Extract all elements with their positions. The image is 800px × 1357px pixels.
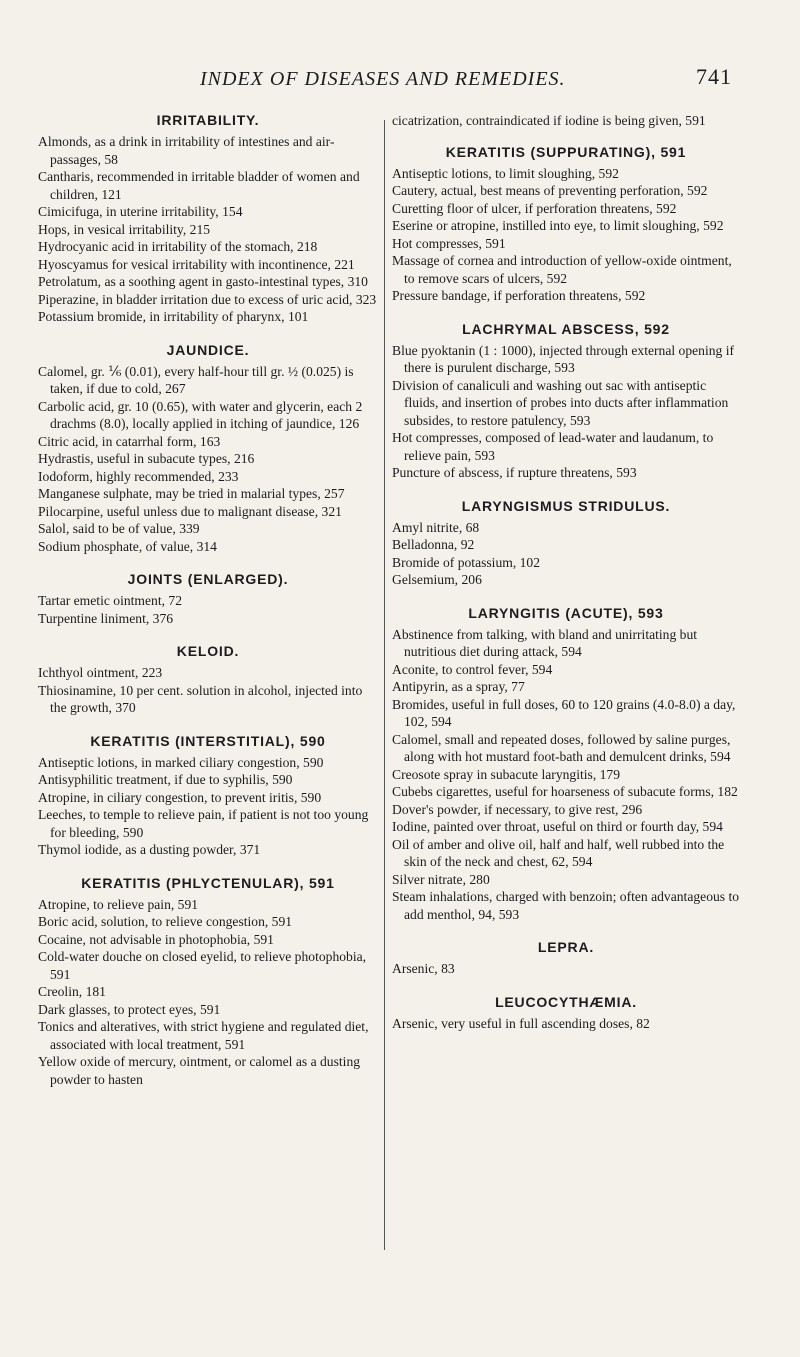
index-section [392,939,740,978]
index-entry: Leeches, to temple to relieve pain, if patient is not too young for bleeding, 590 [38,807,369,840]
section-heading: JOINTS (ENLARGED). [127,571,289,587]
index-entry: Bromides, useful in full doses, 60 to 120 grains (4.0-8.0) a day, 102, 594 [392,696,736,729]
index-entry: Curetting floor of ulcer, if perforation threatens, 592 [392,200,677,216]
index-entry: Cautery, actual, best means of preventing perforation, 592 [392,183,708,198]
continued-entry: cicatrization, contraindicated if iodine is being given, 591 [392,113,706,128]
index-entry: Cold-water douche on closed eyelid, to relieve photophobia, 591 [38,949,367,982]
index-section [38,643,378,717]
index-section [392,605,740,924]
index-section [392,498,740,589]
index-entry: Petrolatum, as a soothing agent in gasto-intestinal types, 310 [38,274,368,289]
index-entry: Antiseptic lotions, in marked ciliary congestion, 590 [38,754,324,770]
index-entry: Yellow oxide of mercury, ointment, or calomel as a dusting powder to hasten [38,1054,361,1087]
index-entry: Hydrastis, useful in subacute types, 216 [38,451,255,466]
index-entry: Calomel, small and repeated doses, followed by saline purges, along with hot mustard foot-bath and demulcent drinks, 594 [392,731,731,764]
index-section [38,571,378,627]
index-entry: Cantharis, recommended in irritable bladder of women and children, 121 [38,169,360,202]
index-entry: Iodine, painted over throat, useful on third or fourth day, 594 [392,819,723,834]
index-entry: Tonics and alteratives, with strict hygiene and regulated diet, associated with local treatment, 591 [38,1019,369,1052]
index-section [392,144,740,305]
index-entry: Puncture of abscess, if rupture threatens, 593 [392,465,637,480]
index-entry: Turpentine liniment, 376 [38,610,174,626]
index-section [38,875,378,1089]
index-entry: Dark glasses, to protect eyes, 591 [38,1001,221,1017]
index-entry: Division of canaliculi and washing out sac with antiseptic fluids, and insertion of probes into ducts after inflammation subsides, to restore patulency, 593 [392,377,729,428]
section-heading: LARYNGISMUS STRIDULUS. [461,497,671,514]
index-entry: Silver nitrate, 280 [392,871,490,887]
right-column [392,112,740,1048]
index-entry: Potassium bromide, in irritability of pharynx, 101 [38,309,309,324]
index-entry: Pilocarpine, useful unless due to malignant disease, 321 [38,503,342,519]
section-heading: LEUCOCYTHÆMIA. [495,993,637,1010]
page-number: 741 [696,64,732,89]
index-entry: Hyoscyamus for vesical irritability with incontinence, 221 [38,256,355,272]
index-entry: Thymol iodide, as a dusting powder, 371 [38,842,261,857]
index-entry: Aconite, to control fever, 594 [392,661,553,677]
index-entry: Cubebs cigarettes, useful for hoarseness of subacute forms, 182 [392,784,738,799]
index-entry: Pressure bandage, if perforation threatens, 592 [392,288,646,303]
index-section [38,342,378,556]
index-entry: Almonds, as a drink in irritability of intestines and air-passages, 58 [38,134,335,167]
index-entry: Manganese sulphate, may be tried in malarial types, 257 [38,486,345,501]
section-heading: KERATITIS (SUPPURATING), 591 [445,143,687,160]
index-entry: Boric acid, solution, to relieve congestion, 591 [38,914,293,929]
index-entry: Arsenic, very useful in full ascending doses, 82 [392,1015,650,1031]
index-entry: Arsenic, 83 [392,961,455,976]
index-section [392,994,740,1033]
index-entry: Antiseptic lotions, to limit sloughing, 592 [392,165,619,181]
index-entry: Belladonna, 92 [392,537,475,552]
index-entry: Gelsemium, 206 [392,572,482,587]
index-entry: Carbolic acid, gr. 10 (0.65), with water and glycerin, each 2 drachms (8.0), locally applied in itching of jaundice, 126 [38,398,363,431]
running-head [200,64,760,91]
section-heading: LARYNGITIS (ACUTE), 593 [468,604,664,621]
right-column-sections [392,144,740,1033]
left-column [38,112,378,1104]
index-entry: Antisyphilitic treatment, if due to syphilis, 590 [38,772,293,787]
section-heading: JAUNDICE. [166,341,250,358]
index-entry: Hot compresses, composed of lead-water and laudanum, to relieve pain, 593 [392,430,714,463]
index-entry: Bromide of potassium, 102 [392,554,541,570]
index-entry: Massage of cornea and introduction of yellow-oxide ointment, to remove scars of ulcers, 592 [392,253,732,286]
index-entry: Amyl nitrite, 68 [392,519,480,535]
index-entry: Sodium phosphate, of value, 314 [38,538,217,554]
index-entry: Antipyrin, as a spray, 77 [392,679,525,694]
index-entry: Hydrocyanic acid in irritability of the stomach, 218 [38,239,318,254]
index-section [38,733,378,859]
index-entry: Tartar emetic ointment, 72 [38,593,182,608]
section-heading: KERATITIS (INTERSTITIAL), 590 [90,732,326,749]
index-entry: Cocaine, not advisable in photophobia, 591 [38,931,274,947]
index-entry: Abstinence from talking, with bland and unirritating but nutritious diet during attack, 594 [392,626,698,659]
index-entry: Atropine, in ciliary congestion, to prevent iritis, 590 [38,789,322,805]
index-entry: Citric acid, in catarrhal form, 163 [38,433,221,449]
index-section [392,321,740,482]
index-entry: Creolin, 181 [38,984,106,999]
index-entry: Blue pyoktanin (1 : 1000), injected through external opening if there is purulent discharge, 593 [392,342,735,375]
index-entry: Oil of amber and olive oil, half and half, well rubbed into the skin of the neck and chest, 62, 594 [392,836,725,869]
section-heading: KELOID. [176,643,240,659]
index-entry: Cimicifuga, in uterine irritability, 154 [38,204,243,219]
column-divider [384,120,385,1250]
index-entry: Steam inhalations, charged with benzoin; often advantageous to add menthol, 94, 593 [392,889,740,922]
index-entry: Hops, in vesical irritability, 215 [38,221,211,237]
running-head-title: INDEX OF DISEASES AND REMEDIES. [200,68,566,90]
index-entry: Dover's powder, if necessary, to give rest, 296 [392,801,643,817]
section-heading: KERATITIS (PHLYCTENULAR), 591 [81,874,335,891]
index-entry: Iodoform, highly recommended, 233 [38,468,239,484]
index-entry: Piperazine, in bladder irritation due to excess of uric acid, 323 [38,291,377,307]
index-entry: Thiosinamine, 10 per cent. solution in alcohol, injected into the growth, 370 [38,682,363,715]
index-entry: Calomel, gr. ⅙ (0.01), every half-hour till gr. ½ (0.025) is taken, if due to cold, 267 [38,363,354,396]
section-heading: LACHRYMAL ABSCESS, 592 [462,320,670,337]
index-entry: Creosote spray in subacute laryngitis, 179 [392,766,621,782]
section-heading: IRRITABILITY. [156,112,260,128]
index-entry: Atropine, to relieve pain, 591 [38,896,199,912]
index-entry: Hot compresses, 591 [392,235,506,251]
section-heading: LEPRA. [537,939,595,955]
index-section [38,112,378,326]
index-entry: Ichthyol ointment, 223 [38,665,163,680]
index-entry: Salol, said to be of value, 339 [38,521,200,536]
index-entry: Eserine or atropine, instilled into eye, to limit sloughing, 592 [392,218,724,233]
